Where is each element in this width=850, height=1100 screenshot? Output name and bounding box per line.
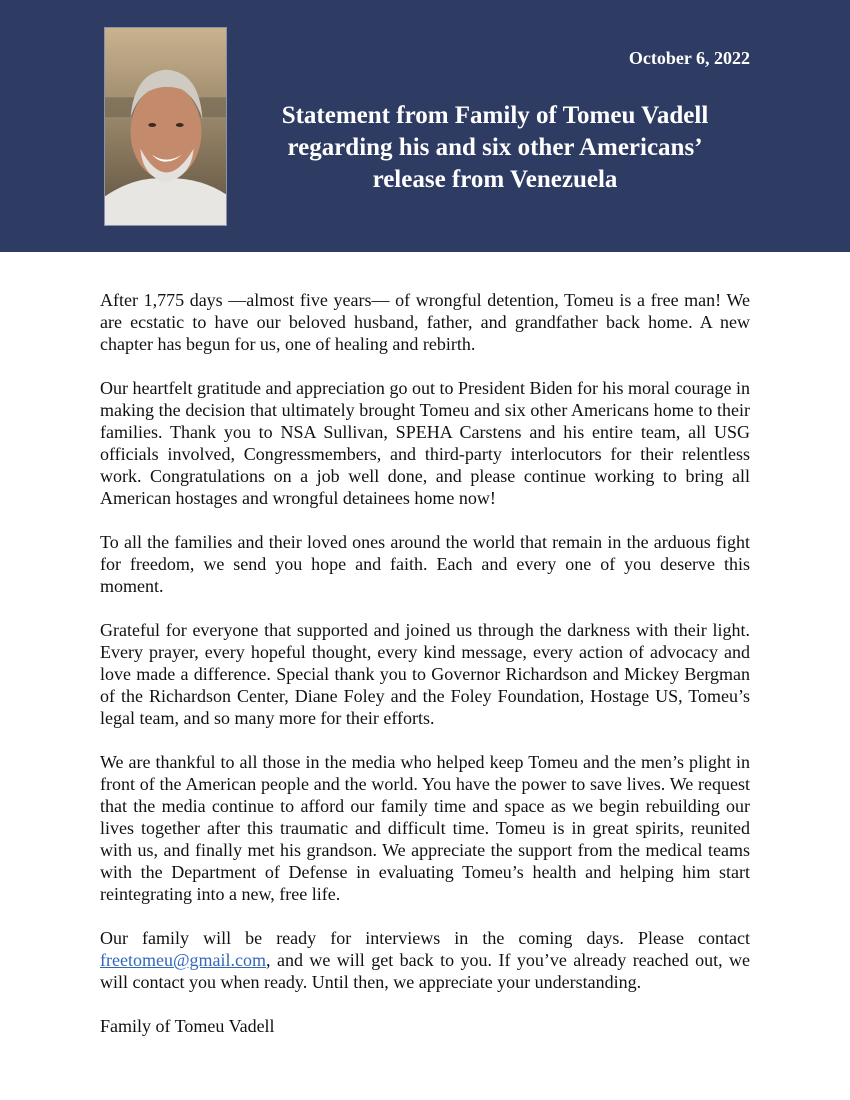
title-line: regarding his and six other Americans’ — [287, 134, 703, 161]
signature: Family of Tomeu Vadell — [100, 1016, 275, 1036]
statement-date: October 6, 2022 — [628, 48, 750, 68]
page-title — [240, 100, 750, 196]
contact-text-before: Our family will be ready for interviews in the coming days. Please contact — [100, 928, 750, 948]
header-banner — [0, 0, 850, 252]
paragraph-families: To all the families and their loved ones around the world that remain in the arduous fight for freedom, we send you hope and faith. Each and every one of you deserve this moment. — [100, 532, 750, 596]
title-line: Statement from Family of Tomeu Vadell — [281, 102, 709, 129]
paragraph-gratitude: Our heartfelt gratitude and appreciation go out to President Biden for his moral courage in making the decision that ultimately brought Tomeu and six other Americans home to their families. Thank you to NSA Sullivan, SPEHA Carstens and his entire team, all USG officials involved, Congressmembers, and third-party interlocutors for their relentless work. Congratulations on a job well done, and please continue working to bring all American hostages and wrongful detainees home now! — [100, 378, 750, 508]
paragraph-release: After 1,775 days —almost five years— of wrongful detention, Tomeu is a free man! We are ecstatic to have our beloved husband, father, and grandfather back home. A new chapter has begun for us, one of healing and rebirth. — [100, 290, 750, 354]
portrait-photo — [104, 27, 227, 226]
paragraph-media: We are thankful to all those in the media who helped keep Tomeu and the men’s plight in front of the American people and the world. You have the power to save lives. We request that the media continue to afford our family time and space as we begin rebuilding our lives together after this traumatic and difficult time. Tomeu is in great spirits, reunited with us, and finally met his grandson. We appreciate the support from the medical teams with the Department of Defense in evaluating Tomeu’s health and helping him start reintegrating into a new, free life. — [100, 752, 750, 904]
email-link[interactable]: freetomeu@gmail.com — [100, 950, 267, 970]
contact-text-after: , and we will get back to you. If you’ve already reached out, we will contact you when ready. Until then, we appreciate your understanding. — [100, 950, 750, 992]
title-line: release from Venezuela — [372, 166, 618, 193]
paragraph-supporters: Grateful for everyone that supported and joined us through the darkness with their light. Every prayer, every hopeful thought, every kind message, every action of advocacy and love made a difference. Special thank you to Governor Richardson and Mickey Bergman of the Richardson Center, Diane Foley and the Foley Foundation, Hostage US, Tomeu’s legal team, and so many more for their efforts. — [100, 620, 750, 728]
statement-body — [100, 289, 750, 1059]
paragraph-contact — [100, 927, 750, 993]
portrait-icon — [105, 28, 226, 225]
